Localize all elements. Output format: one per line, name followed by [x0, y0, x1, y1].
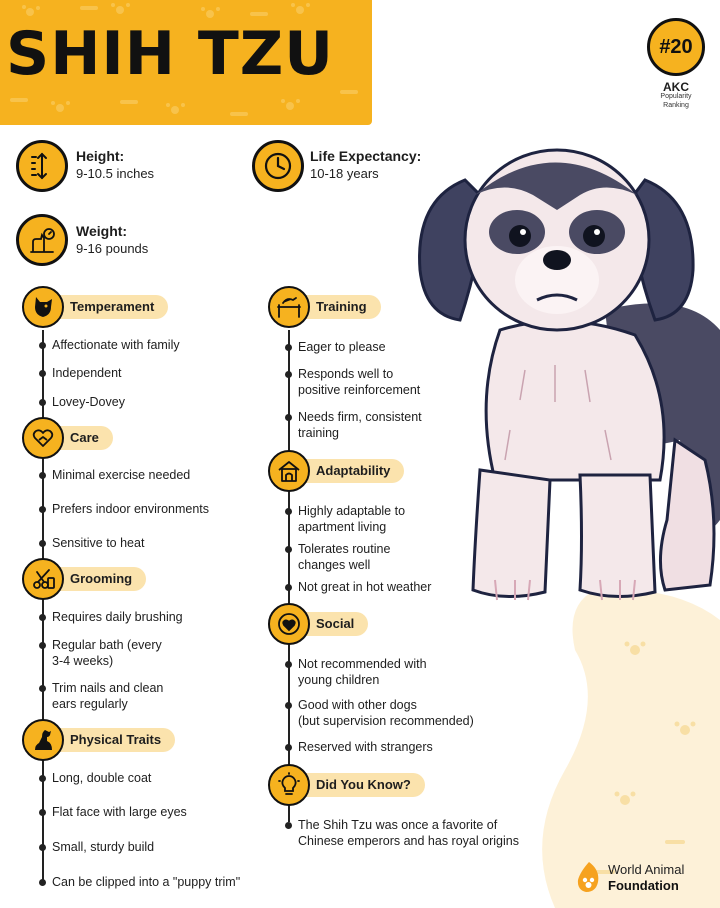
list-item: 3-4 weeks) — [52, 654, 114, 668]
timeline-dot — [39, 399, 46, 406]
life-expectancy-label: Life Expectancy: — [310, 148, 422, 164]
list-item: Not great in hot weather — [298, 580, 432, 594]
dog-head-icon — [22, 286, 64, 328]
list-item: Regular bath (every — [52, 638, 162, 652]
list-item: Sensitive to heat — [52, 536, 145, 550]
timeline-dot — [39, 472, 46, 479]
lightbulb-icon — [268, 764, 310, 806]
list-item: Needs firm, consistent — [298, 410, 422, 424]
timeline-dot — [285, 344, 292, 351]
list-item: Responds well to — [298, 367, 394, 381]
paw-heart-icon — [268, 603, 310, 645]
timeline-dot — [285, 546, 292, 553]
list-item: Small, sturdy build — [52, 840, 155, 854]
agility-icon — [268, 286, 310, 328]
grooming-tools-icon — [22, 558, 64, 600]
timeline-dot — [285, 661, 292, 668]
life-expectancy-value: 10-18 years — [310, 166, 379, 181]
training-header: Training — [296, 295, 381, 319]
logo-text: World Animal — [608, 862, 685, 877]
timeline-dot — [39, 844, 46, 851]
list-item: Prefers indoor environments — [52, 502, 210, 516]
list-item: Requires daily brushing — [52, 610, 183, 624]
dog-house-icon — [268, 450, 310, 492]
height-value: 9-10.5 inches — [76, 166, 155, 181]
timeline-dot — [285, 822, 292, 829]
list-item: Can be clipped into a "puppy trim" — [52, 875, 241, 889]
scale-icon — [16, 214, 68, 266]
decorative-background-shape — [535, 590, 720, 908]
timeline-dot — [285, 744, 292, 751]
grooming-header: Grooming — [50, 567, 146, 591]
list-item: The Shih Tzu was once a favorite of — [298, 818, 498, 832]
ruler-icon — [16, 140, 68, 192]
timeline-dot — [39, 614, 46, 621]
list-item: Good with other dogs — [298, 698, 417, 712]
list-item: Eager to please — [298, 340, 386, 354]
rank-caption-line: Popularity — [660, 93, 692, 100]
sitting-dog-icon — [22, 719, 64, 761]
list-item: Independent — [52, 366, 122, 380]
list-item: positive reinforcement — [298, 383, 421, 397]
list-item: Not recommended with — [298, 657, 427, 671]
list-item: Trim nails and clean — [52, 681, 164, 695]
timeline-dot — [39, 879, 46, 886]
list-item: Reserved with strangers — [298, 740, 433, 754]
care-header: Care — [50, 426, 113, 450]
list-item: Lovey-Dovey — [52, 395, 125, 409]
list-item: (but supervision recommended) — [298, 714, 474, 728]
list-item: Flat face with large eyes — [52, 805, 187, 819]
timeline-dot — [39, 342, 46, 349]
social-header: Social — [296, 612, 368, 636]
timeline-dot — [39, 506, 46, 513]
list-item: training — [298, 426, 339, 440]
world-animal-foundation-logo-icon — [574, 860, 604, 894]
physical-traits-header: Physical Traits — [50, 728, 175, 752]
timeline-dot — [39, 370, 46, 377]
shih-tzu-illustration — [405, 140, 720, 610]
timeline-dot — [285, 414, 292, 421]
weight-label: Weight: — [76, 223, 128, 239]
list-item: ears regularly — [52, 697, 128, 711]
timeline-dot — [39, 540, 46, 547]
clock-icon — [252, 140, 304, 192]
list-item: Tolerates routine — [298, 542, 391, 556]
timeline-dot — [285, 508, 292, 515]
timeline-dot — [285, 371, 292, 378]
weight-value: 9-16 pounds — [76, 241, 149, 256]
height-label: Height: — [76, 148, 125, 164]
temperament-header: Temperament — [50, 295, 168, 319]
rank-caption — [640, 92, 712, 110]
did-you-know-header: Did You Know? — [296, 773, 425, 797]
timeline-dot — [39, 775, 46, 782]
timeline-dot — [39, 685, 46, 692]
adaptability-header: Adaptability — [296, 459, 404, 483]
rank-caption-line: Ranking — [663, 102, 689, 109]
page-title: SHIH TZU — [6, 19, 335, 89]
list-item: apartment living — [298, 520, 387, 534]
logo-text: Foundation — [608, 878, 679, 893]
list-item: Chinese emperors and has royal origins — [298, 834, 519, 848]
list-item: Highly adaptable to — [298, 504, 406, 518]
list-item: Minimal exercise needed — [52, 468, 191, 482]
title-banner — [0, 0, 372, 125]
list-item: young children — [298, 673, 380, 687]
timeline-dot — [39, 809, 46, 816]
list-item: Affectionate with family — [52, 338, 180, 352]
rank-organization: AKC — [663, 80, 689, 94]
left-timeline — [42, 330, 44, 882]
popularity-rank-badge: #20 — [647, 18, 705, 76]
list-item: changes well — [298, 558, 371, 572]
heart-hand-icon — [22, 417, 64, 459]
timeline-dot — [285, 702, 292, 709]
list-item: Long, double coat — [52, 771, 152, 785]
timeline-dot — [285, 584, 292, 591]
timeline-dot — [39, 642, 46, 649]
